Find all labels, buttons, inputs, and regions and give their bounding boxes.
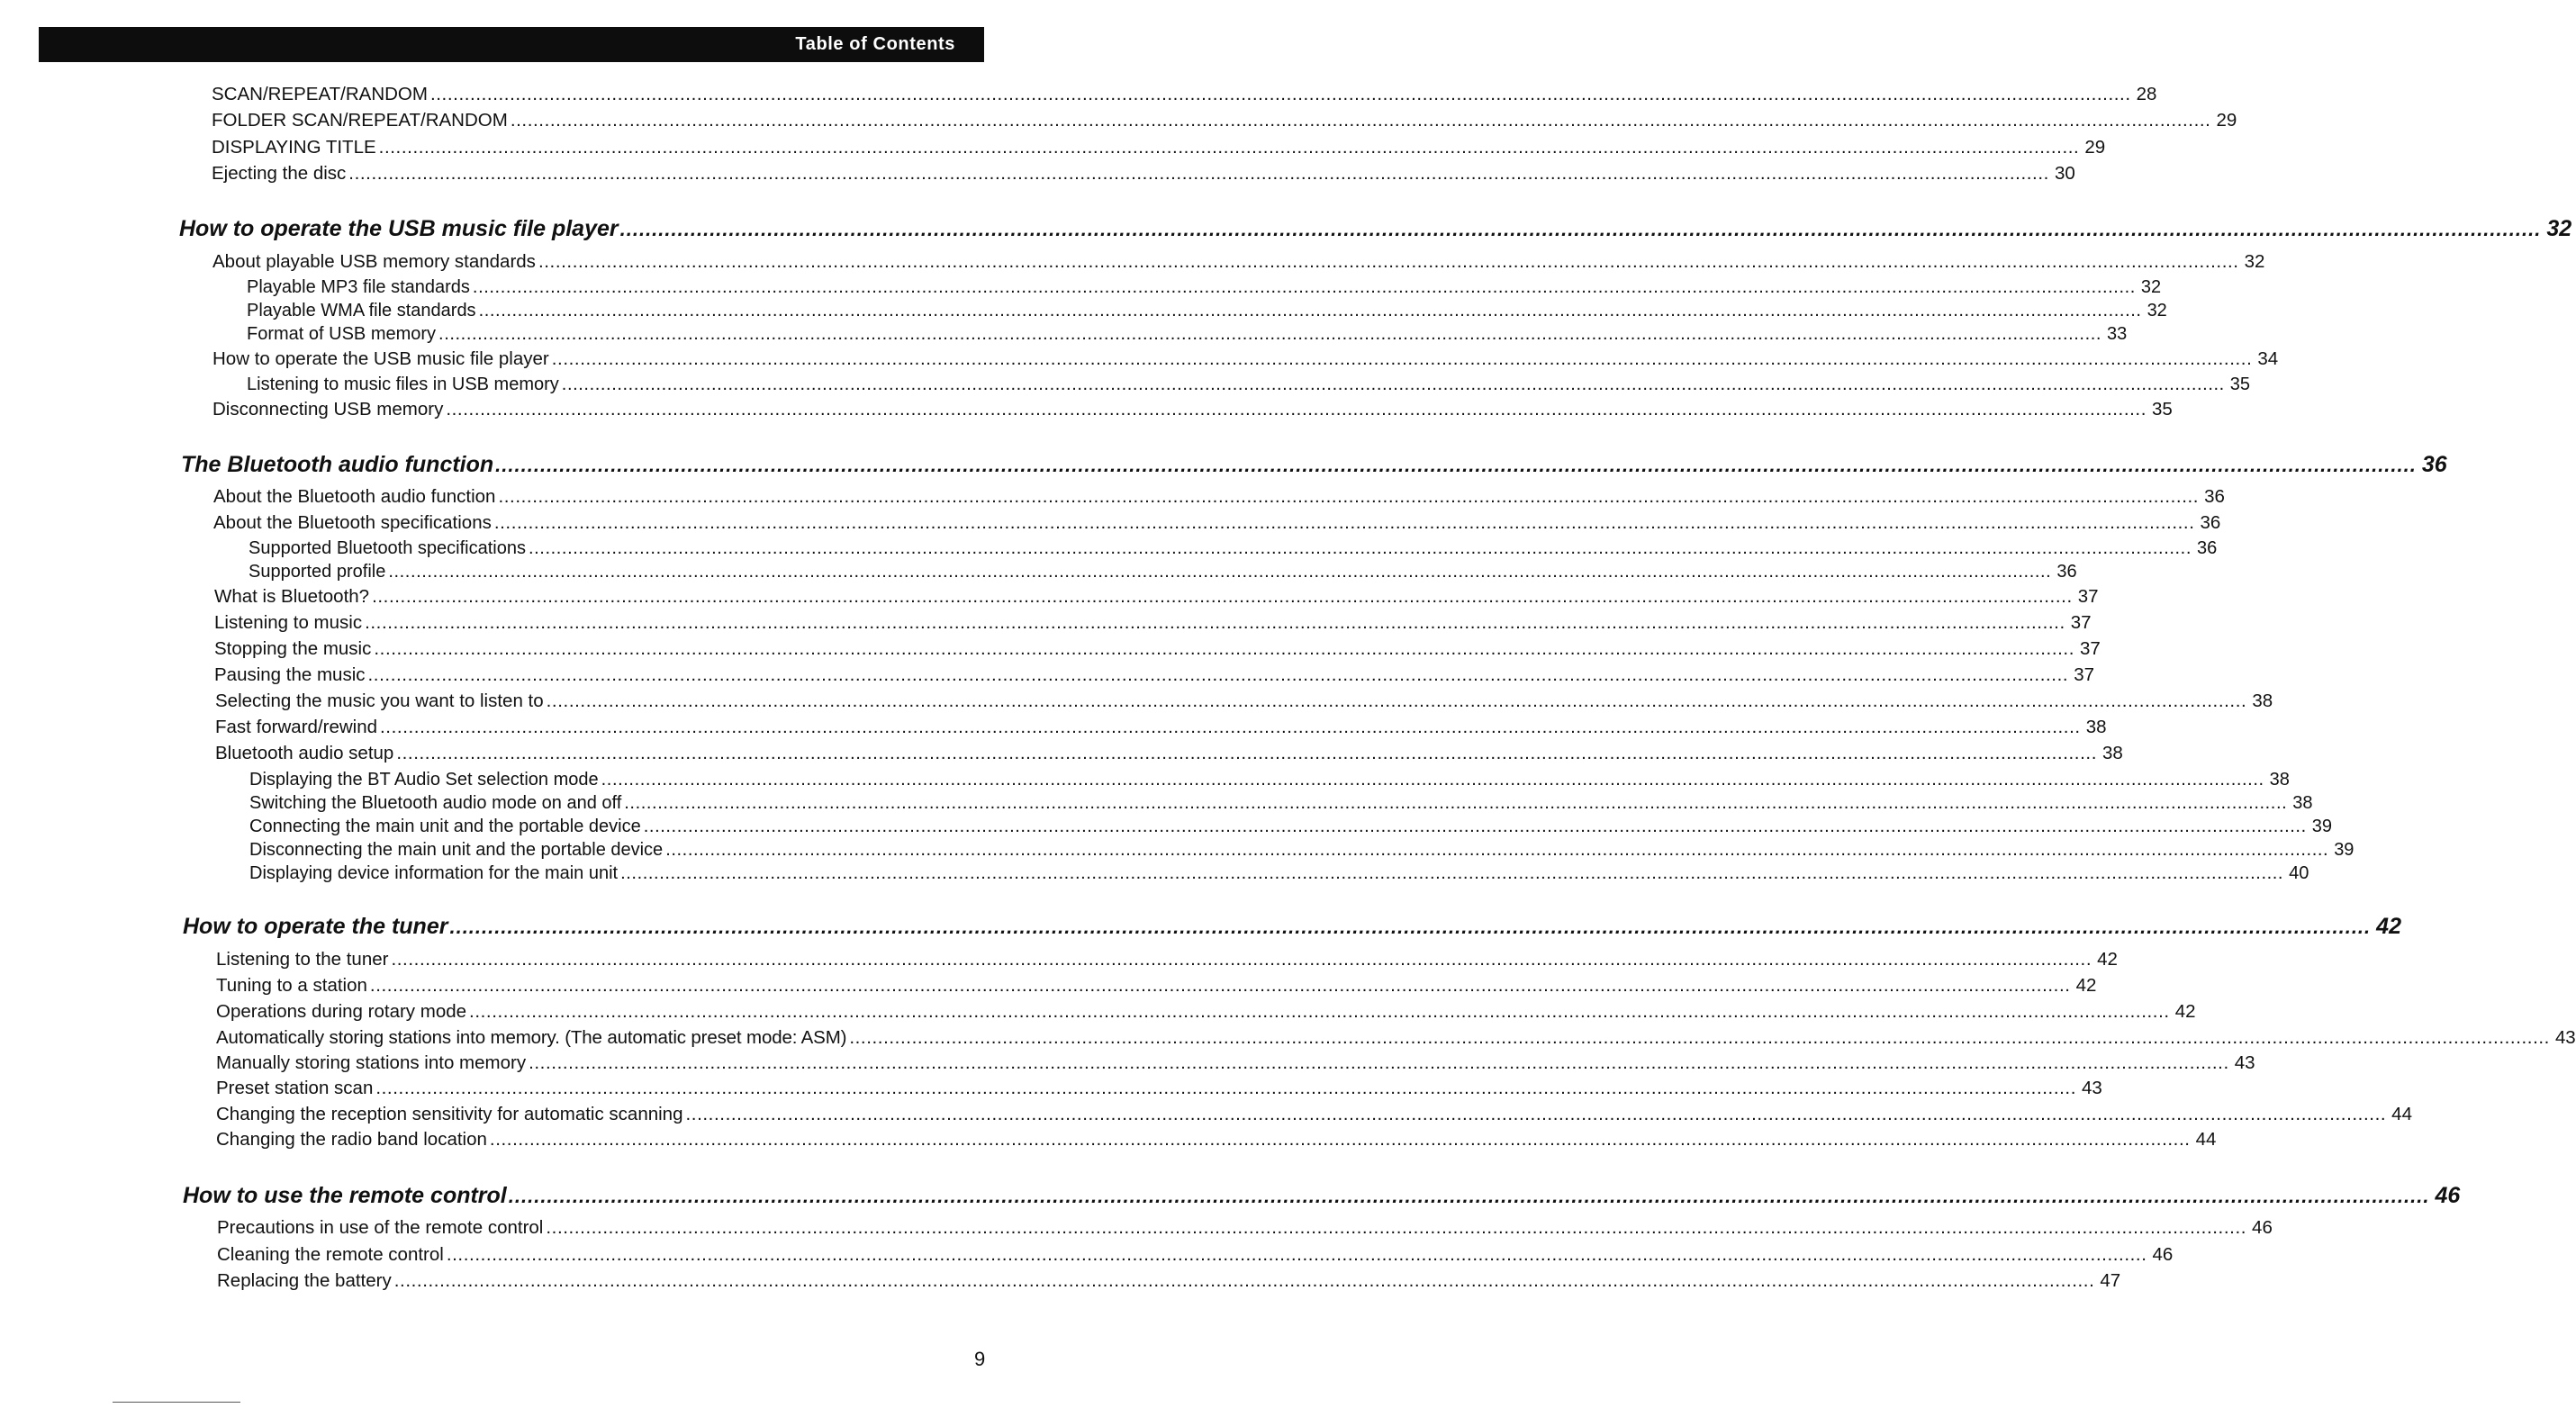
toc-entry-page: 37 bbox=[2074, 664, 2094, 685]
toc-entry[interactable] bbox=[216, 975, 2097, 997]
toc-section-page: 32 bbox=[2546, 216, 2572, 241]
toc-entry[interactable] bbox=[216, 1027, 2576, 1049]
dot-leader: ............................................................................................................................................................................................................................................................................................................ bbox=[546, 1217, 2247, 1238]
dot-leader: ............................................................................................................................................................................................................................................................................................................ bbox=[508, 1185, 2430, 1207]
toc-entry[interactable] bbox=[217, 1244, 2174, 1266]
toc-entry-page: 35 bbox=[2229, 375, 2251, 394]
toc-entry-title: Fast forward/rewind bbox=[215, 717, 378, 737]
dot-leader: ............................................................................................................................................................................................................................................................................................................ bbox=[472, 277, 2136, 297]
dot-leader: ............................................................................................................................................................................................................................................................................................................ bbox=[396, 743, 2097, 763]
dot-leader: ............................................................................................................................................................................................................................................................................................................ bbox=[510, 110, 2211, 131]
toc-section-page: 36 bbox=[2421, 452, 2447, 477]
toc-entry[interactable] bbox=[214, 638, 2101, 660]
toc-entry-title: Switching the Bluetooth audio mode on and off bbox=[249, 793, 622, 813]
toc-entry[interactable] bbox=[216, 949, 2118, 970]
dot-leader: ............................................................................................................................................................................................................................................................................................................ bbox=[528, 538, 2192, 558]
page-number: 9 bbox=[974, 1348, 986, 1370]
toc-entry-title: Disconnecting USB memory bbox=[212, 399, 444, 420]
dot-leader: ............................................................................................................................................................................................................................................................................................................ bbox=[469, 1001, 2170, 1022]
toc-entry-page: 39 bbox=[2334, 840, 2355, 860]
dot-leader: ............................................................................................................................................................................................................................................................................................................ bbox=[619, 218, 2542, 240]
toc-entry-page: 38 bbox=[2269, 770, 2290, 790]
toc-entry-page: 43 bbox=[2554, 1027, 2576, 1048]
dot-leader: ............................................................................................................................................................................................................................................................................................................ bbox=[393, 1270, 2095, 1291]
toc-subentry[interactable] bbox=[249, 538, 2218, 559]
toc-entry-page: 44 bbox=[2391, 1104, 2412, 1124]
toc-subentry[interactable] bbox=[247, 324, 2128, 345]
toc-entry-page: 40 bbox=[2289, 863, 2309, 883]
toc-entry[interactable] bbox=[214, 664, 2094, 686]
toc-section-heading[interactable] bbox=[181, 452, 2447, 478]
toc-entry-page: 38 bbox=[2085, 717, 2107, 737]
toc-entry[interactable] bbox=[217, 1217, 2273, 1239]
dot-leader: ............................................................................................................................................................................................................................................................................................................ bbox=[489, 1129, 2191, 1150]
toc-entry[interactable] bbox=[212, 110, 2237, 131]
toc-subentry[interactable] bbox=[249, 562, 2077, 582]
toc-entry[interactable] bbox=[212, 251, 2265, 273]
toc-entry[interactable] bbox=[212, 348, 2279, 370]
toc-entry-page: 36 bbox=[2056, 562, 2077, 582]
toc-entry[interactable] bbox=[216, 1052, 2255, 1074]
toc-subentry[interactable] bbox=[247, 375, 2251, 395]
toc-subentry[interactable] bbox=[249, 793, 2313, 814]
dot-leader: ............................................................................................................................................................................................................................................................................................................ bbox=[446, 399, 2147, 420]
toc-entry-page: 29 bbox=[2084, 137, 2106, 158]
toc-entry-title: How to operate the USB music file player bbox=[212, 348, 549, 369]
dot-leader: ............................................................................................................................................................................................................................................................................................................ bbox=[538, 251, 2239, 272]
toc-entry-page: 36 bbox=[2204, 486, 2225, 507]
toc-entry[interactable] bbox=[215, 690, 2273, 712]
toc-entry-title: What is Bluetooth? bbox=[214, 586, 370, 607]
dot-leader: ............................................................................................................................................................................................................................................................................................................ bbox=[372, 586, 2073, 607]
toc-entry[interactable] bbox=[215, 743, 2123, 764]
toc-entry-page: 43 bbox=[2234, 1052, 2255, 1073]
toc-entry-page: 39 bbox=[2311, 817, 2332, 836]
toc-section-title: How to use the remote control bbox=[183, 1183, 507, 1208]
footer-rule bbox=[113, 1402, 240, 1403]
toc-section-title: How to operate the tuner bbox=[183, 914, 448, 939]
toc-section-page: 42 bbox=[2376, 914, 2401, 939]
toc-entry-title: Playable MP3 file standards bbox=[247, 277, 470, 297]
toc-entry-page: 36 bbox=[2200, 512, 2221, 533]
header-bar bbox=[39, 27, 984, 62]
dot-leader: ............................................................................................................................................................................................................................................................................................................ bbox=[546, 690, 2247, 711]
toc-entry-title: Changing the radio band location bbox=[216, 1129, 487, 1150]
dot-leader: ............................................................................................................................................................................................................................................................................................................ bbox=[551, 348, 2253, 369]
toc-entry-page: 46 bbox=[2152, 1244, 2174, 1265]
dot-leader: ............................................................................................................................................................................................................................................................................................................ bbox=[665, 840, 2329, 860]
toc-entry-title: Automatically storing stations into memory. (The automatic preset mode: ASM) bbox=[216, 1027, 847, 1048]
toc-entry-title: About the Bluetooth specifications bbox=[213, 512, 492, 533]
toc-entry-title: Displaying the BT Audio Set selection mode bbox=[249, 770, 599, 790]
dot-leader: ............................................................................................................................................................................................................................................................................................................ bbox=[380, 717, 2081, 737]
dot-leader: ............................................................................................................................................................................................................................................................................................................ bbox=[685, 1104, 2387, 1124]
dot-leader: ............................................................................................................................................................................................................................................................................................................ bbox=[529, 1052, 2229, 1073]
toc-entry-title: Replacing the battery bbox=[217, 1270, 392, 1291]
toc-entry-title: Listening to music files in USB memory bbox=[247, 375, 559, 394]
dot-leader: ............................................................................................................................................................................................................................................................................................................ bbox=[493, 512, 2195, 533]
toc-entry-title: Tuning to a station bbox=[216, 975, 367, 996]
toc-entry-title: Format of USB memory bbox=[247, 324, 437, 344]
toc-entry[interactable] bbox=[216, 1001, 2196, 1023]
toc-entry-page: 42 bbox=[2075, 975, 2097, 996]
toc-entry-title: Disconnecting the main unit and the portable device bbox=[249, 840, 664, 860]
toc-entry-title: Pausing the music bbox=[214, 664, 366, 685]
toc-entry-page: 28 bbox=[2136, 84, 2157, 104]
toc-entry-title: Displaying device information for the main unit bbox=[249, 863, 619, 883]
toc-entry[interactable] bbox=[215, 717, 2107, 738]
toc-entry-title: Listening to music bbox=[214, 612, 363, 633]
toc-entry-title: Playable WMA file standards bbox=[247, 301, 476, 320]
dot-leader: ............................................................................................................................................................................................................................................................................................................ bbox=[624, 793, 2288, 813]
toc-section-page: 46 bbox=[2435, 1183, 2461, 1208]
dot-leader: ............................................................................................................................................................................................................................................................................................................ bbox=[365, 612, 2065, 633]
toc-subentry[interactable] bbox=[249, 840, 2355, 861]
dot-leader: ............................................................................................................................................................................................................................................................................................................ bbox=[391, 949, 2092, 970]
toc-entry-page: 37 bbox=[2077, 586, 2099, 607]
toc-entry[interactable] bbox=[217, 1270, 2121, 1292]
toc-entry-title: DISPLAYING TITLE bbox=[212, 137, 376, 158]
dot-leader: ............................................................................................................................................................................................................................................................................................................ bbox=[498, 486, 2200, 507]
toc-entry-title: Selecting the music you want to listen to bbox=[215, 690, 544, 711]
toc-entry-title: Ejecting the disc bbox=[212, 163, 347, 184]
toc-entry-title: Changing the reception sensitivity for automatic scanning bbox=[216, 1104, 683, 1124]
toc-entry-title: Listening to the tuner bbox=[216, 949, 389, 970]
dot-leader: ............................................................................................................................................................................................................................................................................................................ bbox=[438, 324, 2102, 344]
toc-entry-page: 42 bbox=[2097, 949, 2118, 970]
toc-entry-page: 38 bbox=[2292, 793, 2313, 813]
toc-entry-page: 32 bbox=[2147, 301, 2167, 320]
toc-entry-page: 36 bbox=[2196, 538, 2218, 558]
toc-entry[interactable] bbox=[214, 612, 2092, 634]
toc-subentry[interactable] bbox=[249, 770, 2290, 790]
toc-entry[interactable] bbox=[216, 1078, 2102, 1099]
toc-entry-title: Stopping the music bbox=[214, 638, 372, 659]
toc-subentry[interactable] bbox=[249, 817, 2332, 837]
toc-entry[interactable] bbox=[213, 486, 2225, 508]
toc-entry-page: 33 bbox=[2107, 324, 2128, 344]
toc-entry-page: 37 bbox=[2070, 612, 2092, 633]
dot-leader: ............................................................................................................................................................................................................................................................................................................ bbox=[375, 1078, 2077, 1098]
toc-entry-title: Supported Bluetooth specifications bbox=[249, 538, 526, 558]
toc-entry-page: 34 bbox=[2257, 348, 2279, 369]
toc-entry-title: Precautions in use of the remote control bbox=[217, 1217, 544, 1238]
dot-leader: ............................................................................................................................................................................................................................................................................................................ bbox=[561, 375, 2225, 394]
toc-subentry[interactable] bbox=[249, 863, 2309, 884]
toc-section-heading[interactable] bbox=[179, 216, 2572, 242]
dot-leader: ............................................................................................................................................................................................................................................................................................................ bbox=[388, 562, 2052, 582]
toc-entry-page: 32 bbox=[2244, 251, 2265, 272]
toc-section-title: How to operate the USB music file player bbox=[179, 216, 619, 241]
toc-entry-page: 47 bbox=[2100, 1270, 2121, 1291]
toc-entry-page: 38 bbox=[2252, 690, 2273, 711]
toc-entry-title: Preset station scan bbox=[216, 1078, 374, 1098]
toc-entry[interactable] bbox=[214, 586, 2099, 608]
dot-leader: ............................................................................................................................................................................................................................................................................................................ bbox=[446, 1244, 2147, 1265]
dot-leader: ............................................................................................................................................................................................................................................................................................................ bbox=[374, 638, 2075, 659]
toc-entry-page: 37 bbox=[2080, 638, 2101, 659]
toc-entry-title: FOLDER SCAN/REPEAT/RANDOM bbox=[212, 110, 508, 131]
header-title: Table of Contents bbox=[795, 34, 955, 54]
toc-entry-title: Connecting the main unit and the portable device bbox=[249, 817, 641, 836]
dot-leader: ............................................................................................................................................................................................................................................................................................................ bbox=[367, 664, 2069, 685]
toc-section-title: The Bluetooth audio function bbox=[181, 452, 494, 477]
toc-entry-page: 42 bbox=[2174, 1001, 2196, 1022]
toc-entry-page: 29 bbox=[2216, 110, 2237, 131]
toc-entry-title: SCAN/REPEAT/RANDOM bbox=[212, 84, 428, 104]
dot-leader: ............................................................................................................................................................................................................................................................................................................ bbox=[620, 863, 2284, 883]
toc-subentry[interactable] bbox=[247, 301, 2167, 321]
dot-leader: ............................................................................................................................................................................................................................................................................................................ bbox=[348, 163, 2049, 184]
toc-entry-title: Supported profile bbox=[249, 562, 386, 582]
toc-entry-page: 38 bbox=[2102, 743, 2123, 763]
dot-leader: ............................................................................................................................................................................................................................................................................................................ bbox=[495, 454, 2417, 476]
toc-section-heading[interactable] bbox=[183, 1183, 2461, 1209]
dot-leader: ............................................................................................................................................................................................................................................................................................................ bbox=[378, 137, 2080, 158]
toc-entry-page: 32 bbox=[2140, 277, 2162, 297]
toc-entry-page: 30 bbox=[2054, 163, 2075, 184]
dot-leader: ............................................................................................................................................................................................................................................................................................................ bbox=[449, 916, 2372, 938]
dot-leader: ............................................................................................................................................................................................................................................................................................................ bbox=[601, 770, 2264, 790]
toc-entry[interactable] bbox=[213, 512, 2221, 534]
dot-leader: ............................................................................................................................................................................................................................................................................................................ bbox=[369, 975, 2071, 996]
dot-leader: ............................................................................................................................................................................................................................................................................................................ bbox=[429, 84, 2131, 104]
toc-entry[interactable] bbox=[216, 1104, 2412, 1125]
toc-entry-title: About the Bluetooth audio function bbox=[213, 486, 496, 507]
toc-entry[interactable] bbox=[212, 137, 2106, 158]
toc-entry-page: 43 bbox=[2082, 1078, 2102, 1098]
toc-entry[interactable] bbox=[216, 1129, 2217, 1151]
dot-leader: ............................................................................................................................................................................................................................................................................................................ bbox=[478, 301, 2142, 320]
dot-leader: ............................................................................................................................................................................................................................................................................................................ bbox=[643, 817, 2307, 836]
toc-entry[interactable] bbox=[212, 399, 2173, 420]
toc-section-heading[interactable] bbox=[183, 914, 2401, 940]
toc-entry[interactable] bbox=[212, 163, 2075, 185]
toc-subentry[interactable] bbox=[247, 277, 2162, 298]
toc-entry-title: Manually storing stations into memory bbox=[216, 1052, 527, 1073]
dot-leader: ............................................................................................................................................................................................................................................................................................................ bbox=[849, 1027, 2550, 1048]
toc-entry-page: 35 bbox=[2152, 399, 2173, 420]
toc-entry[interactable] bbox=[212, 84, 2157, 105]
toc-entry-title: Bluetooth audio setup bbox=[215, 743, 394, 763]
toc-entry-title: About playable USB memory standards bbox=[212, 251, 536, 272]
toc-entry-title: Operations during rotary mode bbox=[216, 1001, 467, 1022]
toc-entry-page: 44 bbox=[2195, 1129, 2217, 1150]
toc-entry-page: 46 bbox=[2252, 1217, 2273, 1238]
toc-entry-title: Cleaning the remote control bbox=[217, 1244, 444, 1265]
